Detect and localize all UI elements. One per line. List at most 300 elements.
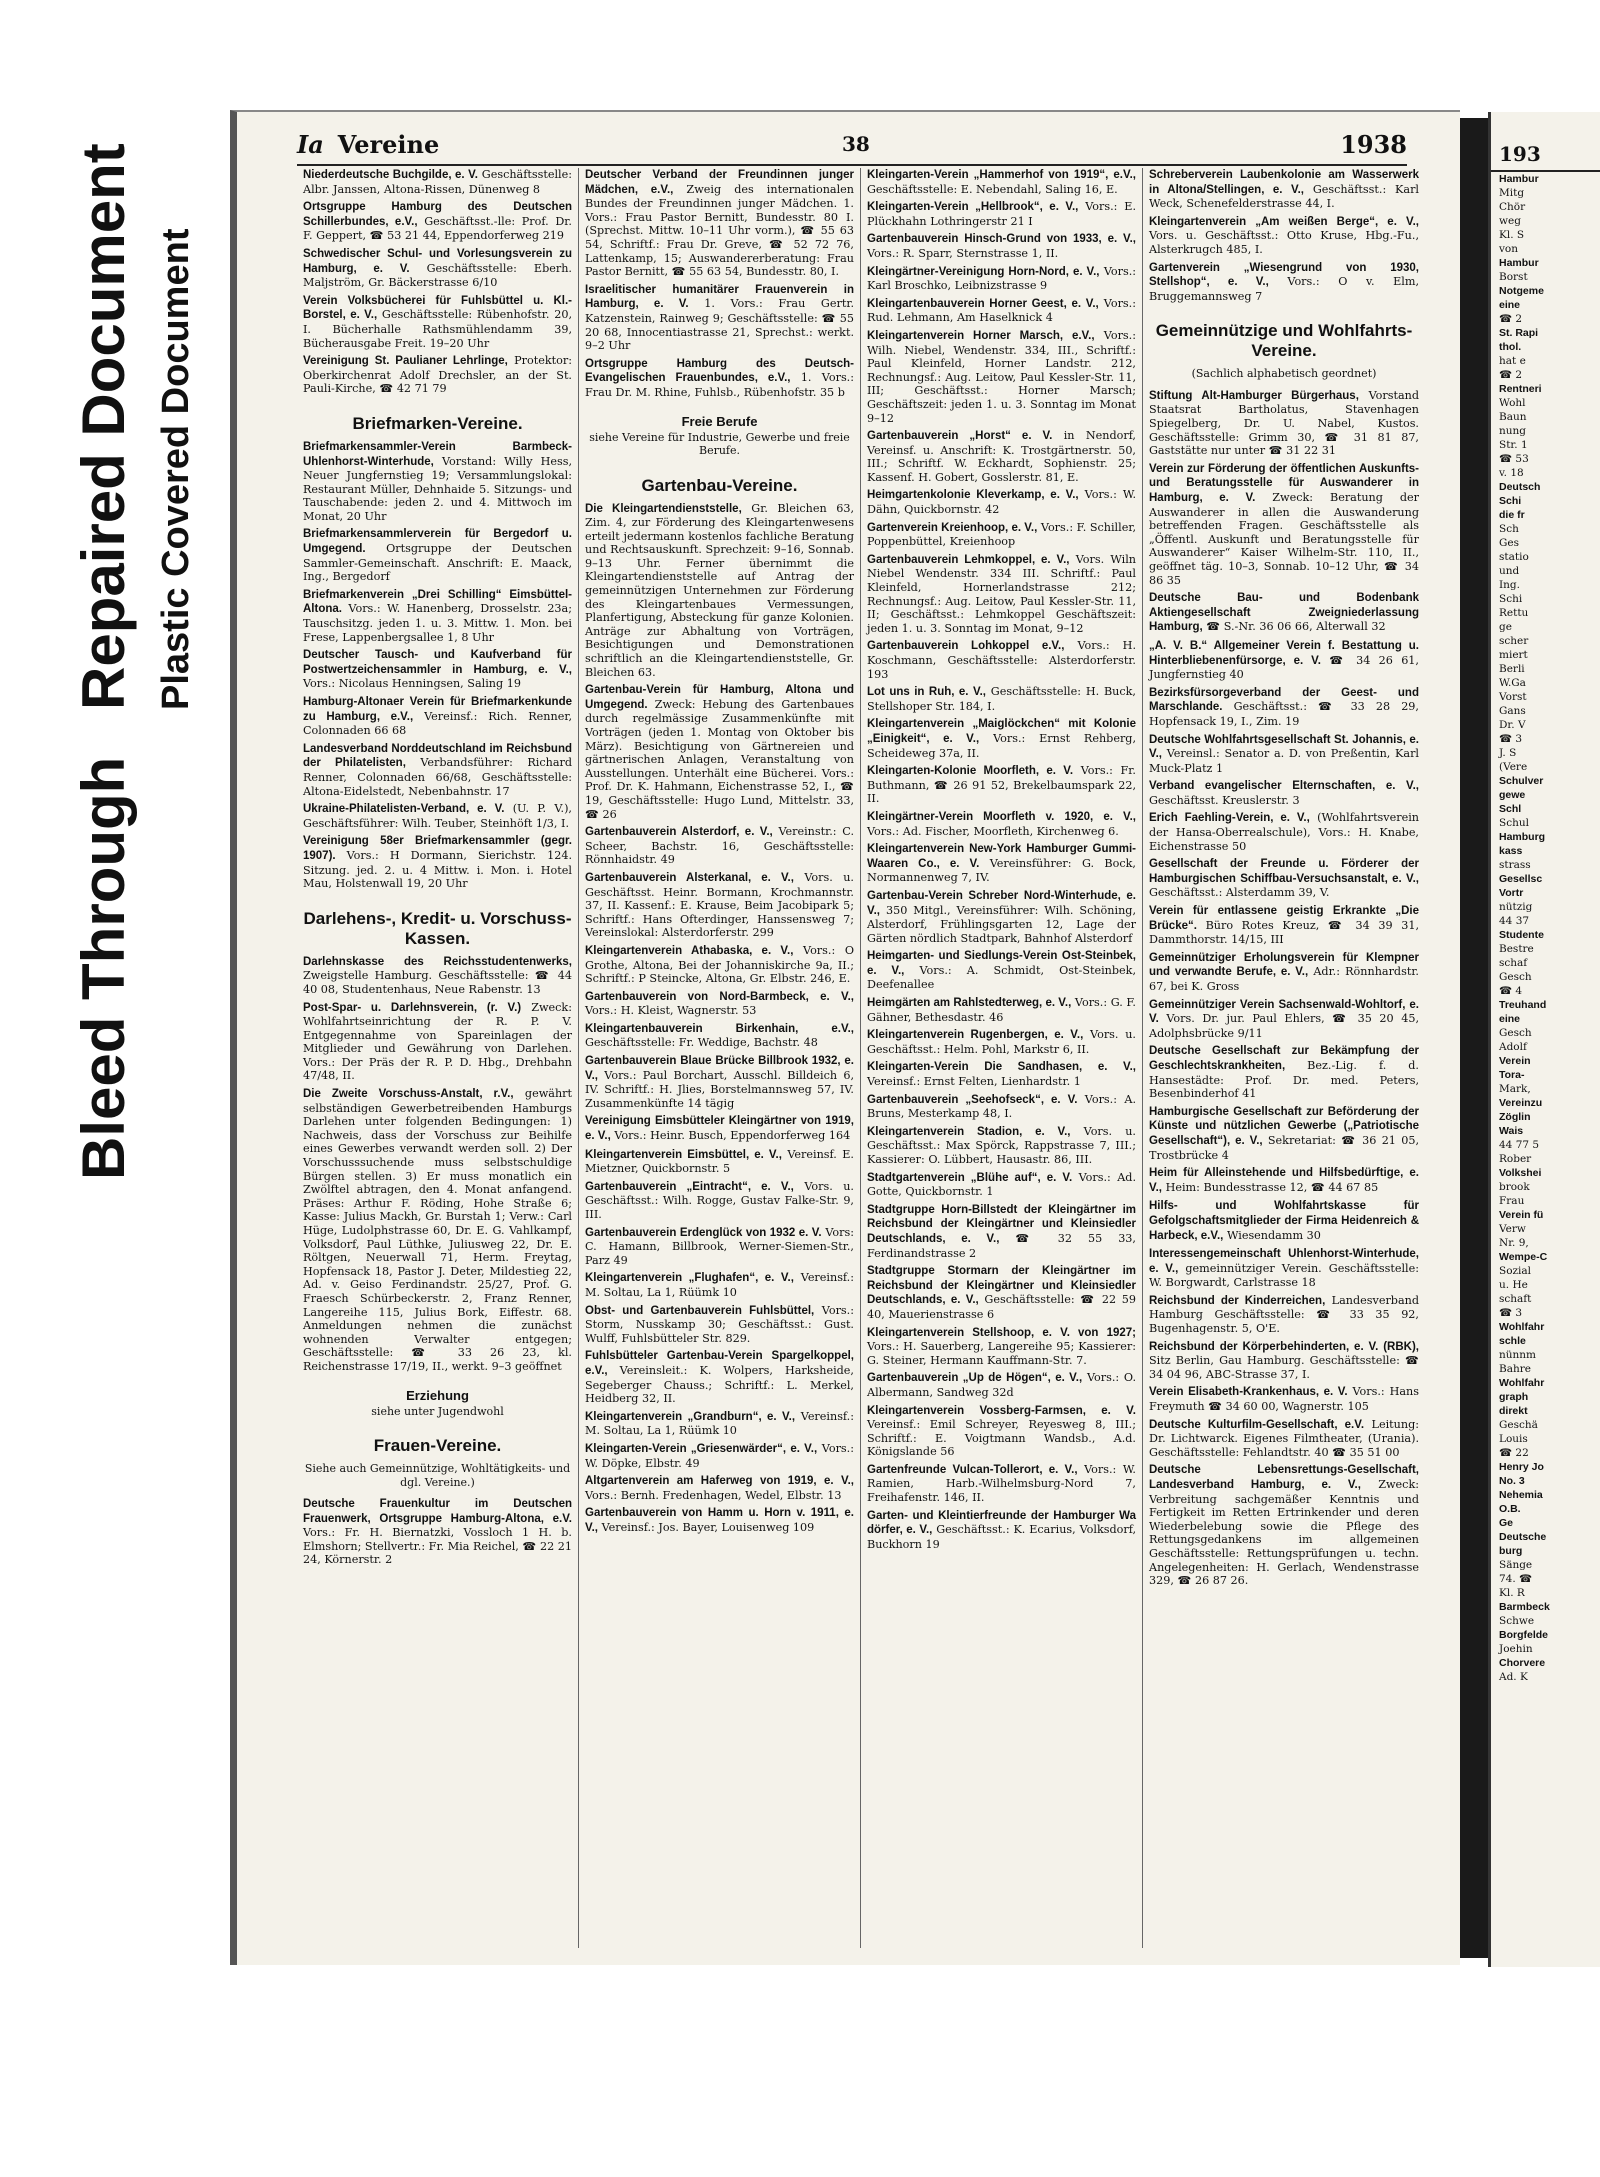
directory-entry	[867, 329, 1136, 425]
entry-details: Vors.: H. Sauerberg, Langereihe 95; Kassierer: G. Steiner, Hermann Kauffmann-Str. 7.	[867, 1340, 1136, 1367]
adjacent-page-line: gewe	[1499, 789, 1526, 801]
adjacent-page-line: Vorst	[1499, 691, 1527, 703]
directory-entry	[867, 168, 1136, 196]
entry-name: Landesverband Norddeutschland im Reichsbund der Philatelisten,	[303, 742, 572, 770]
entry-details: 1. Vors.: Frau Dr. M. Rhine, Fuhlsb., Rübenhofstr. 35 b	[585, 371, 855, 399]
entry-details: Vors.: W. Hanenberg, Drosselstr. 23a; Tauschsitzg. jeden 1. u. 3. Mittw. 1. Mon. bei Frese, Lappenbergsallee 1, 8 Uhr	[303, 602, 572, 644]
directory-entry	[1149, 904, 1419, 947]
entry-details: Gr. Bleichen 63, Zim. 4, zur Förderung des Kleingartenwesens erteilt jedermann kostenlos fachliche Beratung und Rechtsauskunft. Sprechzeit: 9–16, Sonnab. 9–13 Uhr. Ferner übernimmt die Kleingartendienststelle auf Antrag der gemeinnützigen Unternehmen zur Förderung des Kleingartenbaues Vermessungen, Planfertigung, Absteckung für ganze Kolonien. Anträge zur Abhaltung von Vorträgen, Besichtigungen und Demonstrationen schriftlich an die Kleingartendienststelle, Gr. Bleichen 63.	[585, 501, 855, 679]
adjacent-page-line: Zöglin	[1499, 1111, 1531, 1123]
entry-name: Kleingartenverein „Maiglöckchen“ mit Kolonie „Einigkeit“, e. V.,	[867, 718, 1136, 745]
directory-entry	[303, 742, 572, 798]
adjacent-page-line: Wohl	[1499, 397, 1526, 409]
directory-entry	[1149, 1463, 1419, 1587]
directory-entry	[1149, 686, 1419, 729]
entry-details: Zweck: Hebung des Gartenbaues durch regelmässige Zusammenkünfte mit Vorträgen (jeden 1. Montag von Oktober bis März). Besichtigung von Gärtnereien und gärtnerischen Anlagen, Veranstaltung von Ausstellungen. Unterhält eine Bücherei. Vors.: Prof. Dr. K. Hahmann, Eichenstrasse 52, I., ☎ 19, Geschäftsstelle: Hugo Lund, Mittelstr. 33, ☎ 26	[585, 697, 855, 821]
entry-details: Vors. u. Geschäftsst. Heinr. Bormann, Krochmannstr. 37, II. Kassenf.: E. Krause, Beim Jacobipark 5; Schriftf.: Hans Ofterdinger, Hanssensweg 7; Vereinslokal: Alsterdorferstr. 299	[585, 870, 854, 940]
directory-entry	[867, 1125, 1136, 1167]
entry-details: Vorstand: Willy Hess, Neuer Jungfernstieg 19; Versammlungslokal: Restaurant Müller, Dehnhaide 5. Sitzungs- und Tauschabende: jeden 2. und 4. Mittwoch im Monat, 20 Uhr	[303, 454, 572, 523]
directory-entry	[867, 949, 1136, 992]
directory-entry	[303, 354, 572, 396]
directory-entry	[867, 996, 1136, 1024]
entry-details: Vereinsl.: Senator a. D. von Preßentin, Karl Muck-Platz 1	[1149, 747, 1420, 775]
entry-details: Vors.: O v. Elm, Bruggemannsweg 7	[1149, 275, 1420, 303]
directory-entry	[585, 1226, 854, 1268]
directory-entry	[1149, 1418, 1419, 1460]
adjacent-page-line: Rentneri	[1499, 383, 1542, 395]
entry-name: Kleingartenverein Vossberg-Farmsen, e. V.	[867, 1404, 1136, 1417]
directory-entry	[1149, 1385, 1419, 1413]
adjacent-page-line: ☎ 2	[1499, 369, 1523, 381]
entry-name: Heimgartenkolonie Kleverkamp, e. V.,	[867, 489, 1079, 502]
adjacent-page-line: 44 37	[1499, 915, 1530, 927]
directory-entry	[867, 1509, 1136, 1552]
entry-name: Deutsche Lebensrettungs-Gesellschaft, Landesverband Hamburg, e. V.,	[1149, 1464, 1419, 1491]
directory-entry	[585, 1474, 854, 1502]
entry-name: „A. V. B.“ Allgemeiner Verein f. Bestattung u. Hinterbliebenenfürsorge, e. V.	[1149, 639, 1419, 667]
adjacent-page-line: hat e	[1499, 355, 1526, 367]
adjacent-page-line: Schl	[1499, 803, 1522, 815]
entry-name: Heim für Alleinstehende und Hilfsbedürftige, e. V.,	[1149, 1167, 1419, 1194]
entry-details: Vors.: Wilh. Niebel, Wendenstr. 334, III., Schriftf.: Paul Kleinfeld, Horner Landstr. 212, Rechnungsf.: Aug. Leitow, Paul Kessler-Str. 11, III; Geschäftsst.: Horner Marsch; Geschäftszeit: jeden 1. u. 3. Sonntag im Monat 9–12	[867, 328, 1136, 425]
entry-details: Vors.: Ad. Fischer, Moorfleth, Kirchenweg 6.	[867, 824, 1119, 838]
adjacent-page-line: Henry Jo	[1499, 1461, 1544, 1473]
entry-name: Kleingarten-Verein „Griesenwärder“, e. V.,	[585, 1442, 818, 1455]
directory-entry	[1149, 1199, 1419, 1243]
entry-name: Stiftung Alt-Hamburger Bürgerhaus,	[1149, 389, 1359, 402]
entry-details: gemeinnütziger Verein. Geschäftsstelle: W. Borgwardt, Carlstrasse 18	[1149, 1261, 1419, 1290]
entry-details: Vors.: F. Schiller, Poppenbüttel, Kreienhoop	[867, 520, 1136, 549]
adjacent-page-line: kass	[1499, 845, 1523, 857]
subsection-heading: Freie Berufe	[681, 413, 758, 429]
entry-name: Stadtgruppe Stormarn der Kleingärtner im Reichsbund der Kleingärtner und Kleinsiedler Deutschlands, e. V.,	[867, 1265, 1136, 1307]
entry-name: Gartenbauverein „Seehofseck“, e. V.	[867, 1093, 1078, 1106]
directory-entry	[867, 1060, 1136, 1088]
adjacent-page-line: direkt	[1499, 1405, 1528, 1417]
adjacent-page-line: Wohlfahr	[1499, 1321, 1545, 1333]
entry-details: Vors: C. Hamann, Billbrook, Werner-Siemen-Str., Parz 49	[585, 1225, 854, 1267]
directory-entry	[303, 1087, 572, 1373]
directory-entry	[585, 825, 854, 867]
adjacent-page-line: v. 18	[1499, 467, 1524, 479]
entry-name: Bezirksfürsorgeverband der Geest- und Marschlande.	[1149, 686, 1419, 714]
entry-name: Gartenbauverein „Eintracht“, e. V.,	[585, 1180, 794, 1193]
adjacent-page-line: Borgfelde	[1499, 1629, 1549, 1641]
page-gutter-shadow	[1460, 118, 1488, 1958]
adjacent-page-line: Deutsche	[1499, 1531, 1547, 1543]
entry-details: Sitz Berlin, Gau Hamburg. Geschäftsstelle: ☎ 34 04 96, ABC-Strasse 37, I.	[1149, 1354, 1419, 1381]
adjacent-page-line: Tora-	[1499, 1069, 1525, 1081]
adjacent-page-line: schle	[1499, 1335, 1526, 1347]
adjacent-page-line: ☎ 3	[1499, 1307, 1523, 1319]
entry-name: Kleingarten-Verein „Hellbrook“, e. V.,	[867, 201, 1079, 214]
directory-entry	[303, 802, 572, 830]
document-type-labels	[55, 143, 205, 1190]
header-prefix: Ia	[297, 130, 324, 159]
entry-name: Darlehnskasse des Reichsstudentenwerks,	[303, 955, 572, 968]
entry-details: Vors.: G. F. Gähner, Bethesdastr. 46	[867, 996, 1136, 1024]
adjacent-page-line: Hambur	[1499, 173, 1539, 185]
entry-details: Vors.: Hans Freymuth ☎ 34 60 00, Wagnerstr. 105	[1149, 1385, 1419, 1414]
entry-details: Vors. u. Geschäftsst.: Wilh. Rogge, Gustav Falke-Str. 9, III.	[585, 1179, 854, 1221]
directory-entry	[585, 502, 854, 680]
entry-name: Interessengemeinschaft Uhlenhorst-Winterhude, e. V.,	[1149, 1248, 1419, 1275]
adjacent-page-line: Gesch	[1499, 971, 1532, 983]
entry-details: Vors.: Rud. Lehmann, Am Haselknick 4	[867, 296, 1136, 325]
directory-entry	[303, 588, 572, 644]
adjacent-page-line: Wais	[1499, 1125, 1524, 1137]
entry-name: Heimgärten am Rahlstedterweg, e. V.,	[867, 997, 1072, 1010]
entry-details: in Nendorf, Vereinsf. u. Anschrift: K. Trostgärtnerstr. 50, III.; Schriftf. W. Eckhardt, Sophienstr. 25; Kassenf. H. Gobert, Gosslerstr. 81, E.	[867, 429, 1136, 484]
directory-entry	[585, 1506, 854, 1535]
entry-details: Vorstand Staatsrat Bartholatus, Stavenhagen Spiegelberg, Dr. U. Nabel, Kustos. Geschäftsstelle: Grimm 30, ☎ 31 81 87, Gaststätte nur unter ☎ 31 22 31	[1149, 388, 1419, 458]
adjacent-page-line: Bestre	[1499, 943, 1534, 955]
directory-entry	[585, 944, 854, 986]
entry-name: Briefmarkensammlerverein für Bergedorf u. Umgegend.	[303, 528, 572, 556]
entry-name: Kleingartenbauverein Horner Geest, e. V.,	[867, 297, 1099, 310]
entry-details: Vors.: Paul Borchart, Ausschl. Billdeich 6, IV. Schriftf.: H. Jlies, Borstelmannsweg 57, IV. Zusammenkünfte 14 tägig	[585, 1068, 855, 1110]
adjacent-page-line: scher	[1499, 635, 1529, 647]
adjacent-page-line: Mitg	[1499, 187, 1525, 199]
directory-entry	[867, 889, 1136, 945]
directory-entry	[1149, 168, 1419, 211]
directory-entry	[867, 1326, 1136, 1368]
adjacent-page-line: Verw	[1499, 1223, 1526, 1235]
adjacent-page-line: Berli	[1499, 663, 1525, 675]
entry-details: Sekretariat: ☎ 36 21 05, Trostbrücke 4	[1149, 1133, 1419, 1162]
entry-name: Kleingarten-Kolonie Moorfleth, e. V.	[867, 765, 1074, 778]
adjacent-page-line: Chör	[1499, 201, 1526, 213]
adjacent-page-line: Str. 1	[1499, 439, 1528, 451]
entry-name: Verein Elisabeth-Krankenhaus, e. V.	[1149, 1386, 1348, 1399]
entry-details: Geschäftsst.: Alsterdamm 39, V.	[1149, 886, 1330, 900]
adjacent-page-line: von	[1499, 243, 1519, 255]
scanned-page	[230, 110, 1460, 1965]
adjacent-page-line: Vereinzu	[1499, 1097, 1543, 1109]
entry-details: 350 Mitgl., Vereinsführer: Wilh. Schöning, Alsterdorf, Frühlingsgarten 12, Lage der Gärten nördlich Stadtpark, Bahnhof Alsterdorf	[867, 903, 1136, 945]
cross-reference-note: (Sachlich alphabetisch geordnet)	[1191, 367, 1377, 381]
entry-details: Zweck: Verbreitung sachgemäßer Kenntnis und Fertigkeit im Retten Ertrinkender und deren Wiederbelebung sowie die Pflege des Rettungsgedankens im allgemeinen Geschäftsstelle: Rettungsprüfungen u. techn. Angelegenheiten: H. Gerlach, Wendenstrasse 329, ☎ 26 87 26.	[1149, 1478, 1419, 1588]
adjacent-page-line: ge	[1499, 621, 1512, 633]
adjacent-page-line: miert	[1499, 649, 1528, 661]
entry-details: Vereinsf. E. Mietzner, Quickbornstr. 5	[585, 1147, 854, 1176]
adjacent-page-line: Borst	[1499, 271, 1528, 283]
directory-entry	[1149, 951, 1419, 994]
directory-entry	[867, 717, 1136, 760]
entry-name: Kleingartenverein „Flughafen“, e. V.,	[585, 1272, 794, 1285]
cross-reference-note: Siehe auch Gemeinnützige, Wohltätigkeits- und dgl. Vereine.)	[304, 1462, 571, 1489]
label-plastic-covered-document: Plastic Covered Document	[155, 228, 197, 710]
adjacent-page-line: burg	[1499, 1545, 1523, 1557]
entry-name: Briefmarkenverein „Drei Schilling“ Eimsbüttel-Altona.	[303, 588, 572, 616]
adjacent-page-header: 193	[1491, 112, 1600, 172]
entry-name: Gartenbauverein Alsterkanal, e. V.,	[585, 871, 794, 884]
entry-details: Zweck: Beratung der Auswanderer in allen die Auswanderung betreffenden Fragen. Geschäftsstelle als „Öffentl. Auskunft und Beratungsstelle für Auswanderer“ Kaiser Wilhelm-Str. 110, II., geöffnet täg. 10–3, Sonnab. 10–12 Uhr, ☎ 34 86 35	[1149, 491, 1419, 587]
directory-entry	[1149, 811, 1419, 853]
adjacent-page-line: Sozial	[1499, 1265, 1532, 1277]
entry-name: Kleingarten-Verein Die Sandhasen, e. V.,	[867, 1061, 1136, 1074]
label-bleed-through: Bleed Through	[70, 756, 137, 1180]
entry-details: Zweck: Wohlfahrtseinrichtung der R. P. V. Entgegennahme von Spareinlagen der Mitglieder und Gewährung von Darlehen. Vors.: Der Präs der R. P. D. Hbg., Drehbahn 47/48, II.	[303, 1000, 572, 1083]
entry-details: ☎ 32 55 33, Ferdinandstrasse 2	[867, 1231, 1136, 1260]
cross-reference-note: siehe unter Jugendwohl	[371, 1404, 504, 1418]
directory-entry	[867, 488, 1136, 516]
entry-details: Vors. u. Geschäftsst.: Helm. Pohl, Markstr 6, II.	[867, 1028, 1136, 1056]
entry-name: Lot uns in Ruh, e. V.,	[867, 686, 986, 699]
directory-entry	[867, 265, 1136, 293]
entry-name: Deutsche Wohlfahrtsgesellschaft St. Johannis, e. V.,	[1149, 733, 1419, 761]
directory-entry	[585, 283, 854, 353]
entry-name: Deutsche Frauenkultur im Deutschen Frauenwerk, Ortsgruppe Hamburg-Altona, e.V.	[303, 1498, 572, 1525]
directory-entry	[585, 357, 854, 400]
entry-details: Vors.: Karl Broschko, Leibnizstrasse 9	[867, 264, 1137, 293]
entry-details: Vors.: Fr. Buthmann, ☎ 26 91 52, Brekelbaumspark 22, II.	[867, 764, 1136, 806]
adjacent-page-line: Dr. V	[1499, 719, 1526, 731]
section-heading: Gemeinnützige und Wohlfahrts-Vereine.	[1155, 321, 1413, 361]
directory-entry	[585, 1114, 854, 1143]
entry-details: Geschäftsst.: Karl Weck, Schenefelderstrasse 44, I.	[1149, 182, 1420, 211]
adjacent-page-line: Vortr	[1499, 887, 1524, 899]
directory-entry	[1149, 261, 1419, 304]
adjacent-page-lines	[1491, 172, 1600, 1684]
entry-name: Deutsche Gesellschaft zur Bekämpfung der Geschlechtskrankheiten,	[1149, 1045, 1419, 1072]
entry-name: Gartenbau-Verein für Hamburg, Altona und Umgegend.	[585, 684, 854, 711]
directory-entry	[867, 297, 1136, 325]
entry-details: Verbandsführer: Richard Renner, Colonnaden 66/68, Geschäftsstelle: Altona-Eidelstedt, Nebenbahnstr. 17	[303, 756, 572, 798]
directory-entry	[303, 834, 572, 890]
entry-name: Ukraine-Philatelisten-Verband, e. V.	[303, 803, 505, 816]
entry-details: Vors.: H Dormann, Sierichstr. 124. Sitzung. jed. 2. u. 4 Mittw. i. Mon. i. Hotel Mau, Holstenwall 19, 20 Uhr	[303, 848, 572, 891]
adjacent-page-line: Mark,	[1499, 1083, 1531, 1095]
entry-name: Kleingarten-Verein „Hammerhof von 1919“, e.V.,	[867, 169, 1136, 181]
directory-entry	[303, 955, 572, 997]
directory-entry	[303, 527, 572, 583]
adjacent-page-line: Louis	[1499, 1433, 1528, 1445]
adjacent-page-line: Frau	[1499, 1195, 1525, 1207]
entry-details: Vereinsf.: Jos. Bayer, Louisenweg 109	[601, 1520, 815, 1534]
adjacent-page-line: Gesellsc	[1499, 873, 1543, 885]
entry-name: Kleingartenverein Stadion, e. V.,	[867, 1125, 1071, 1138]
entry-name: Verein Volksbücherei für Fuhlsbüttel u. Kl.-Borstel, e. V.,	[303, 294, 572, 322]
entry-details: Vors.: O. Albermann, Sandweg 32d	[867, 1371, 1136, 1399]
section-heading: Gartenbau-Vereine.	[641, 475, 798, 495]
entry-name: Gartenbauverein Lohkoppel e.V.,	[867, 640, 1065, 653]
entry-name: Hamburg-Altonaer Verein für Briefmarkenkunde zu Hamburg, e.V.,	[303, 696, 572, 723]
adjacent-page-line: nützig	[1499, 901, 1533, 913]
directory-entry	[867, 685, 1136, 713]
adjacent-page-line: u. He	[1499, 1279, 1528, 1291]
entry-details: Geschäftsst. Kreuslerstr. 3	[1149, 793, 1300, 807]
directory-entry	[1149, 857, 1419, 900]
entry-name: Kleingartenverein Eimsbüttel, e. V.,	[585, 1148, 782, 1161]
directory-entry	[867, 1171, 1136, 1199]
text-columns	[297, 168, 1427, 1948]
entry-name: Schreberverein Laubenkolonie am Wasserwerk in Altona/Stellingen, e. V.,	[1149, 169, 1419, 196]
entry-name: Kleingartenverein Rugenbergen, e. V.,	[867, 1029, 1084, 1042]
entry-details: Geschäftsstelle: H. Buck, Stellshoper Str. 184, I.	[867, 685, 1136, 713]
adjacent-page-line: Ges	[1499, 537, 1519, 549]
directory-entry	[585, 1349, 854, 1405]
adjacent-page-line: Wempe-C	[1499, 1251, 1548, 1263]
adjacent-page-line: schaft	[1499, 1293, 1532, 1305]
directory-entry	[867, 429, 1136, 484]
entry-name: Verband evangelischer Elternschaften, e. V.,	[1149, 780, 1419, 793]
entry-details: Vereinsf.: Ernst Felten, Lienhardstr. 1	[867, 1075, 1081, 1089]
entry-name: Gartenbauverein von Nord-Barmbeck, e. V.,	[585, 990, 854, 1003]
entry-name: Fuhlsbütteler Gartenbau-Verein Spargelkoppel, e.V.,	[585, 1350, 854, 1377]
entry-details: Geschäftsstelle: E. Nebendahl, Saling 16, E.	[867, 182, 1118, 196]
entry-name: Niederdeutsche Buchgilde, e. V.	[303, 169, 478, 181]
entry-name: Deutsche Bau- und Bodenbank Aktiengesellschaft Zweigniederlassung Hamburg,	[1149, 592, 1419, 634]
entry-name: Ortsgruppe Hamburg des Deutsch-Evangelischen Frauenbundes, e.V.,	[585, 357, 854, 385]
directory-entry	[867, 1463, 1136, 1505]
adjacent-page-line: Gesch	[1499, 1027, 1532, 1039]
adjacent-page-line: Chorvere	[1499, 1657, 1546, 1669]
entry-details: 1. Vors.: Frau Gertr. Katzenstein, Rainweg 9; Geschäftsstelle: ☎ 55 20 68, Innocentiastrasse 21, Sprechst.: werkt. 9–2 Uhr	[585, 297, 855, 353]
directory-entry	[303, 440, 572, 524]
adjacent-page-line: Bahre	[1499, 1363, 1531, 1375]
directory-entry	[867, 232, 1136, 260]
entry-name: Verein zur Förderung der öffentlichen Auskunfts- und Beratungsstelle für Auswanderer in Hamburg, e. V.	[1149, 462, 1419, 504]
adjacent-page-line: eine	[1499, 1013, 1521, 1025]
directory-entry	[585, 1022, 854, 1050]
adjacent-page-line: ☎ 22	[1499, 1447, 1529, 1459]
adjacent-page-line: ☎ 53	[1499, 453, 1529, 465]
directory-entry	[867, 842, 1136, 885]
entry-details: Vors.: H. Koschmann, Geschäftsstelle: Alsterdorferstr. 193	[867, 639, 1136, 681]
entry-name: Erich Faehling-Verein, e. V.,	[1149, 812, 1310, 825]
entry-details: Vors.: Ernst Rehberg, Scheideweg 37a, II.	[867, 731, 1137, 760]
entry-details: Vors.: W. Dähn, Quickbornstr. 42	[867, 488, 1137, 517]
entry-name: Deutscher Tausch- und Kaufverband für Postwertzeichensammler in Hamburg, e. V.,	[303, 649, 572, 676]
directory-entry	[1149, 1340, 1419, 1382]
directory-entry	[303, 294, 572, 350]
entry-details: Vors.: H. Kleist, Wagnerstr. 53	[585, 1004, 757, 1018]
adjacent-page-line: ☎ 3	[1499, 733, 1523, 745]
entry-details: Vors.: Ad. Gotte, Quickbornstr. 1	[867, 1170, 1136, 1199]
adjacent-page-line: W.Ga	[1499, 677, 1526, 689]
entry-details: Zweigstelle Hamburg. Geschäftsstelle: ☎ 44 40 08, Studentenhaus, Neue Rabenstr. 13	[303, 969, 572, 996]
adjacent-page-line: Verein	[1499, 1055, 1531, 1067]
adjacent-page-line: Rettu	[1499, 607, 1529, 619]
entry-name: Gartenbau-Verein Schreber Nord-Winterhude, e. V.,	[867, 889, 1136, 917]
entry-details: Vors.: Heinr. Busch, Eppendorferweg 164	[614, 1129, 851, 1143]
adjacent-page-line: Kl. R	[1499, 1587, 1525, 1599]
directory-entry	[585, 1410, 854, 1438]
adjacent-page-line: Nehemia	[1499, 1489, 1543, 1501]
adjacent-page-line: Schul	[1499, 817, 1529, 829]
directory-entry	[303, 247, 572, 290]
adjacent-page-line: nünnm	[1499, 1349, 1537, 1361]
adjacent-page-line: Schulver	[1499, 775, 1544, 787]
adjacent-page-line: Geschä	[1499, 1419, 1538, 1431]
entry-details: ☎ 34 26 61, Jungfernstieg 40	[1149, 653, 1419, 682]
directory-entry	[1149, 1294, 1419, 1336]
entry-details: Vors. Wiln Niebel Wendenstr. 334 III. Schriftf.: Paul Kleinfeld, Hornerlandstrasse 212; Rechnungsf.: Aug. Leitow, Paul Kessler-Str. 11, II; Geschäftsst.: Lehmkoppel Geschäftszeit: jeden 1. u. 3. Sonntag im Monat, 9–12	[867, 552, 1136, 635]
entry-name: Vereinigung 58er Briefmarkensammler (gegr. 1907).	[303, 835, 572, 862]
adjacent-page-fragment	[1488, 112, 1600, 1967]
entry-details: Geschäftsst.: K. Ecarius, Volksdorf, Buckhorn 19	[867, 1523, 1137, 1551]
adjacent-page-line: statio	[1499, 551, 1529, 563]
directory-entry	[1149, 639, 1419, 682]
entry-name: Gartenbauverein Lehmkoppel, e. V.,	[867, 553, 1070, 566]
entry-details: Vereinsf.: M. Soltau, La 1, Rüümk 10	[585, 1409, 854, 1438]
adjacent-page-line: Ge	[1499, 1517, 1514, 1529]
entry-details: Geschäftsst.: ☎ 33 28 29, Hopfensack 19, I., Zim. 19	[1149, 700, 1419, 728]
adjacent-page-line: Joehin	[1499, 1643, 1533, 1655]
entry-name: Gartenbauverein „Up de Högen“, e. V.,	[867, 1372, 1083, 1385]
directory-entry	[867, 521, 1136, 549]
entry-name: Gartenbauverein von Hamm u. Horn v. 1911, e. V.,	[585, 1507, 854, 1534]
entry-details: Vors.: W. Döpke, Elbstr. 49	[585, 1441, 854, 1470]
entry-details: Vors.: E. Plückhahn Lothringerstr 21 I	[867, 200, 1136, 228]
adjacent-page-line: No. 3	[1499, 1475, 1525, 1487]
directory-entry	[585, 990, 854, 1018]
entry-details: Zweig des internationalen Bundes der Freundinnen junger Mädchen. 1. Vors.: Frau Pastor Bernitt, Bundesstr. 80 I. (Sprechst. Mittw. 10–11 Uhr vorm.), ☎ 55 63 54, Schriftf.: Frau Dr. Greve, ☎ 52 72 76, Lattenkamp, 15; Auswandererberatung: Frau Pastor Bernitt, ☎ 55 63 54, Bundesstr. 80, I.	[585, 182, 855, 279]
adjacent-page-line: und	[1499, 565, 1520, 577]
adjacent-page-line: Studente	[1499, 929, 1544, 941]
column-3	[861, 168, 1143, 1948]
adjacent-page-line: die fr	[1499, 509, 1525, 521]
directory-entry	[867, 639, 1136, 681]
entry-details: Geschäftsstelle: ☎ 22 59 40, Mauerienstrasse 6	[867, 1293, 1136, 1321]
directory-entry	[1149, 389, 1419, 458]
entry-details: Vereinsf.: M. Soltau, La 1, Rüümk 10	[585, 1271, 854, 1299]
adjacent-page-line: Barmbeck	[1499, 1601, 1550, 1613]
entry-details: Vors.: W. Ramien, Harb.-Wilhelmsburg-Nord 7, Freihafenstr. 146, II.	[867, 1462, 1136, 1505]
entry-name: Kleingartenverein „Am weißen Berge“, e. V.,	[1149, 215, 1419, 228]
directory-entry	[1149, 462, 1419, 587]
entry-details: Büro Rotes Kreuz, ☎ 34 39 31, Dammthorstr. 14/15, III	[1149, 918, 1420, 947]
adjacent-page-line: (Vere	[1499, 761, 1528, 773]
entry-details: Adr.: Rönnhardstr. 67, bei K. Gross	[1149, 965, 1419, 993]
entry-name: Schwedischer Schul- und Vorlesungsverein zu Hamburg, e. V.	[303, 247, 572, 275]
entry-details: Heim: Bundesstrasse 12, ☎ 44 67 85	[1165, 1180, 1379, 1194]
adjacent-page-line: 44 77 5	[1499, 1139, 1540, 1151]
entry-details: Vors.: R. Sparr, Sternstrasse 1, II.	[867, 246, 1059, 260]
subsection-heading: Erziehung	[406, 1387, 469, 1403]
cross-reference-note: siehe Vereine für Industrie, Gewerbe und freie Berufe.	[589, 430, 850, 457]
adjacent-page-line: Sch	[1499, 523, 1519, 535]
entry-name: Obst- und Gartenbauverein Fuhlsbüttel,	[585, 1304, 815, 1317]
adjacent-page-line: Treuhand	[1499, 999, 1547, 1011]
directory-entry	[1149, 779, 1419, 807]
entry-details: Vereinsf.: Emil Schreyer, Reyesweg 8, III.; Schriftf.: E. Voigtmann Wandsb., A.d. Königslande 56	[867, 1418, 1136, 1459]
directory-entry	[867, 200, 1136, 228]
entry-details: Vors.: A. Schmidt, Ost-Steinbek, Deefenallee	[867, 963, 1136, 992]
adjacent-page-line: ☎ 2	[1499, 313, 1523, 325]
entry-details: Vors.: Fr. H. Biernatzki, Vossloch 1 H. b. Elmshorn; Stellvertr.: Fr. Mia Reichel, ☎ 22 21 24, Körnerstr. 2	[303, 1526, 572, 1567]
adjacent-page-line: Baun	[1499, 411, 1527, 423]
entry-name: Gartenfreunde Vulcan-Tollerort, e. V.,	[867, 1463, 1078, 1476]
page-number: 38	[842, 132, 870, 156]
header-title: Vereine	[337, 130, 440, 159]
directory-entry	[585, 168, 854, 279]
directory-entry	[585, 1054, 854, 1110]
directory-entry	[867, 1404, 1136, 1459]
entry-details: Vors. Dr. jur. Paul Ehlers, ☎ 35 20 45, Adolphsbrücke 9/11	[1149, 1012, 1419, 1040]
adjacent-page-line: graph	[1499, 1391, 1529, 1403]
directory-entry	[585, 1271, 854, 1299]
adjacent-page-line: St. Rapi	[1499, 327, 1539, 339]
adjacent-page-line: Deutsch	[1499, 481, 1541, 493]
directory-entry	[585, 683, 854, 821]
directory-entry	[303, 648, 572, 691]
entry-details: Geschäftsstelle: Fr. Weddige, Bachstr. 48	[585, 1036, 818, 1050]
entry-details: Vors.: Nicolaus Henningsen, Saling 19	[303, 677, 521, 691]
directory-entry	[867, 810, 1136, 838]
adjacent-page-line: schaf	[1499, 957, 1528, 969]
